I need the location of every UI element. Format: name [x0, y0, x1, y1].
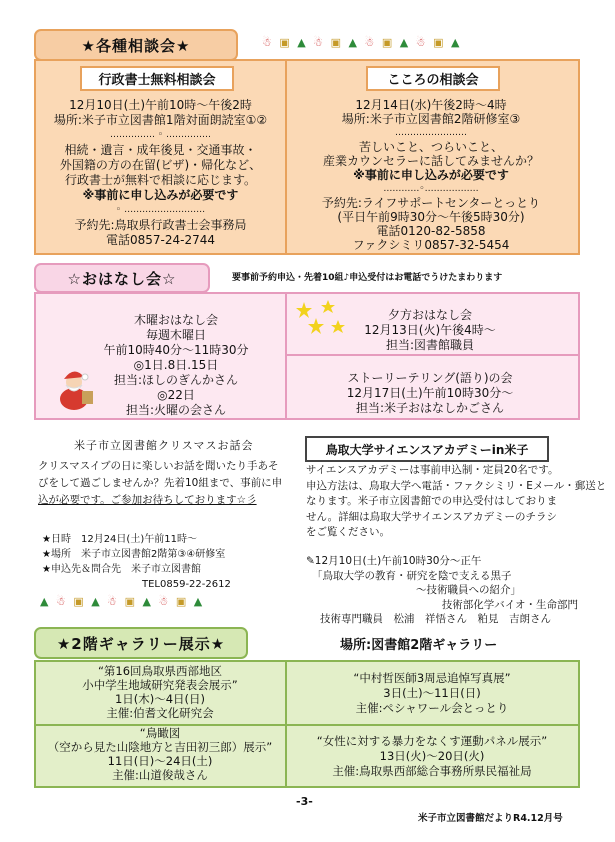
- yugata-content: [310, 308, 550, 353]
- gallery-place: 場所:図書館2階ギャラリー: [340, 638, 498, 653]
- gyosei-date: 12月10日(土)午前10時～午後2時: [69, 98, 252, 112]
- xmas-place: ★場所 米子市立図書館2階第③④研修室: [42, 549, 226, 560]
- kokoro-desc1: 苦しいこと、つらいこと、: [358, 140, 503, 154]
- gyosei-content: [38, 98, 283, 248]
- gallery-2-host: 主催:ペシャワール会とっとり: [355, 701, 509, 715]
- xmas-body-3: 込が必要です。ご参加お待ちしております☆彡: [38, 494, 257, 506]
- gallery-cell-2: [286, 671, 578, 716]
- newsletter-issue: 米子市立図書館だよりR4.12月号: [418, 813, 563, 824]
- gift-icon: ▣: [433, 36, 446, 49]
- consult-section-title: ★各種相談会★: [34, 29, 238, 61]
- snowman-icon: ☃: [262, 36, 274, 49]
- science-event-dept: 技術部化学バイオ・生命部門: [441, 598, 578, 611]
- gallery-section-title: ★2階ギャラリー展示★: [34, 627, 248, 659]
- snowman-icon: ☃: [107, 595, 120, 608]
- storytelling-charge: 担当:米子おはなしかごさん: [355, 401, 505, 415]
- kokoro-hours: (平日午前9時30分～午後5時30分): [337, 210, 525, 224]
- gyosei-title: 行政書士無料相談会: [80, 66, 234, 91]
- science-body-4: せん。詳細は鳥取大学サイエンスアカデミーのチラシ: [306, 510, 558, 523]
- tree-icon: ▲: [348, 36, 359, 49]
- science-event-title1: 「鳥取大学の教育・研究を陰で支える黒子: [312, 569, 512, 582]
- kokoro-content: [285, 98, 577, 252]
- mokuyo-charge1: 担当:ほしのぎんかさん: [113, 373, 239, 387]
- tree-icon: ▲: [193, 595, 205, 608]
- science-event-staff: 技術専門職員 松浦 祥悟さん 粕見 吉朗さん: [320, 613, 551, 625]
- snowman-icon: ☃: [415, 36, 428, 49]
- xmas-details: [42, 532, 231, 592]
- xmas-datetime: ★日時 12月24日(土)午前11時～: [42, 534, 197, 545]
- kokoro-place: 場所:米子市立図書館2階研修室③: [341, 112, 521, 126]
- kokoro-sep1: ……………………: [395, 128, 467, 138]
- gyosei-contact: 予約先:鳥取県行政書士会事務局: [74, 218, 247, 232]
- science-body: [306, 463, 606, 541]
- xmas-body: [38, 458, 282, 509]
- gyosei-sep1: …………… ◦ ……………: [109, 130, 212, 140]
- science-body-3: なります。米子市立図書館での申込受付はしておりま: [306, 495, 558, 507]
- gallery-cell-3: [36, 726, 284, 782]
- snowman-icon: ☃: [158, 595, 171, 608]
- tree-icon: ▲: [40, 595, 51, 608]
- gyosei-notice: ※事前に申し込みが必要です: [82, 188, 239, 202]
- tree-icon: ▲: [297, 36, 308, 49]
- tree-icon: ▲: [451, 36, 462, 49]
- tree-icon: ▲: [399, 36, 411, 49]
- xmas-contact: ★申込先＆問合先 米子市立図書館: [42, 564, 201, 575]
- christmas-decoration-left: [40, 595, 204, 608]
- gyosei-place: 場所:米子市立図書館1階対面朗読室①②: [53, 113, 268, 127]
- yugata-charge: 担当:図書館職員: [385, 338, 475, 352]
- mokuyo-title: 木曜おはなし会: [133, 313, 218, 327]
- kokoro-contact: 予約先:ライフサポートセンターとっとり: [321, 196, 541, 210]
- snowman-icon: ☃: [313, 36, 326, 49]
- gallery-4-host: 主催:鳥取県西部総合事務所県民福祉局: [332, 764, 532, 778]
- gift-icon: ▣: [73, 595, 86, 608]
- gallery-2-title: “中村哲医師3周忌追悼写真展”: [353, 671, 511, 685]
- christmas-decoration-top: [262, 36, 462, 49]
- gallery-3-title1: “鳥瞰図: [139, 726, 181, 740]
- gallery-1-host: 主催:伯耆文化研究会: [106, 706, 214, 720]
- gallery-4-dates: 13日(火)～20日(火): [379, 749, 485, 763]
- science-body-2: 申込方法は、鳥取大学へ電話・ファクシミリ・Eメール・郵送と: [306, 479, 607, 492]
- science-body-5: をご覧ください。: [306, 526, 390, 538]
- gyosei-desc1: 相続・遺言・成年後見・交通事故・: [64, 143, 257, 157]
- storytelling-content: [290, 371, 570, 416]
- ohanashi-note: 要事前予約申込・先着10組♪申込受付はお電話でうけたまわります: [232, 273, 503, 283]
- gallery-1-dates: 1日(木)～4日(日): [114, 692, 206, 706]
- gallery-cell-4: [286, 734, 578, 779]
- snowman-icon: ☃: [55, 595, 68, 608]
- yugata-date: 12月13日(火)午後4時～: [364, 323, 496, 337]
- kokoro-date: 12月14日(水)午後2時～4時: [355, 98, 507, 112]
- gallery-3-dates: 11日(日)～24日(土): [107, 754, 213, 768]
- tree-icon: ▲: [91, 595, 102, 608]
- mokuyo-weekly: 毎週木曜日: [145, 328, 206, 342]
- kokoro-fax: ファクシミリ0857-32-5454: [352, 238, 510, 252]
- ohanashi-vdivider: [285, 294, 287, 418]
- gift-icon: ▣: [175, 595, 189, 608]
- science-body-1: サイエンスアカデミーは事前申込制・定員20名です。: [306, 464, 559, 476]
- xmas-body-2: びをして過ごしませんか？先着10組まで、事前に申: [38, 477, 283, 489]
- gallery-1-title2: 小中学生地域研究発表会展示”: [82, 678, 238, 692]
- science-title: 鳥取大学サイエンスアカデミーin米子: [305, 436, 549, 462]
- tree-icon: ▲: [142, 595, 153, 608]
- storytelling-title: ストーリーテリング(語り)の会: [347, 371, 513, 385]
- page-number: -3-: [296, 795, 313, 808]
- gift-icon: ▣: [279, 36, 292, 49]
- mokuyo-date22: ◎22日: [157, 388, 195, 402]
- mokuyo-content: [70, 313, 282, 418]
- yugata-title: 夕方おはなし会: [387, 308, 472, 322]
- gallery-3-host: 主催:山道俊哉さん: [112, 768, 208, 782]
- snowman-icon: ☃: [364, 36, 377, 49]
- science-event-title2: ～技術職員への紹介」: [416, 584, 521, 596]
- santa-icon: [52, 365, 96, 411]
- gift-icon: ▣: [330, 36, 344, 49]
- storytelling-date: 12月17日(土)午前10時30分～: [346, 386, 514, 400]
- gallery-4-title: “女性に対する暴力をなくす運動パネル展示”: [316, 734, 548, 748]
- mokuyo-time: 午前10時40分～11時30分: [103, 343, 249, 357]
- gallery-cell-1: [36, 664, 284, 720]
- ohanashi-hdivider: [287, 354, 578, 356]
- kokoro-sep2: …………◦………………: [383, 184, 479, 194]
- gallery-1-title1: “第16回鳥取県西部地区: [97, 664, 223, 678]
- kokoro-desc2: 産業カウンセラーに話してみませんか？: [322, 154, 539, 168]
- science-event: [306, 554, 586, 627]
- gyosei-desc2: 外国籍の方の在留(ビザ)・帰化など、: [59, 158, 262, 172]
- xmas-body-1: クリスマスイブの日に楽しいお話を聞いたり手あそ: [38, 460, 279, 472]
- xmas-title: 米子市立図書館クリスマスお話会: [74, 439, 254, 452]
- kokoro-notice: ※事前に申し込みが必要です: [353, 168, 509, 182]
- kokoro-title: こころの相談会: [366, 66, 500, 91]
- gyosei-sep2: ◦ ………………………: [115, 205, 206, 215]
- science-event-date: ✎12月10日(土)午前10時30分～正午: [306, 555, 482, 567]
- gift-icon: ▣: [381, 36, 395, 49]
- xmas-tel: TEL0859-22-2612: [142, 579, 231, 590]
- gallery-2-dates: 3日(土)～11日(日): [383, 686, 481, 700]
- gyosei-phone: 電話0857-24-2744: [105, 233, 215, 247]
- gallery-3-title2: （空から見た山陰地方と吉田初三郎）展示”: [47, 740, 273, 754]
- gyosei-desc3: 行政書士が無料で相談に応じます。: [64, 173, 257, 187]
- ohanashi-section-title: ☆おはなし会☆: [34, 263, 210, 293]
- mokuyo-dates: ◎1日.8日.15日: [133, 358, 219, 372]
- gift-icon: ▣: [124, 595, 137, 608]
- kokoro-phone: 電話0120-82-5858: [376, 224, 486, 238]
- mokuyo-charge2: 担当:火曜の会さん: [125, 403, 227, 417]
